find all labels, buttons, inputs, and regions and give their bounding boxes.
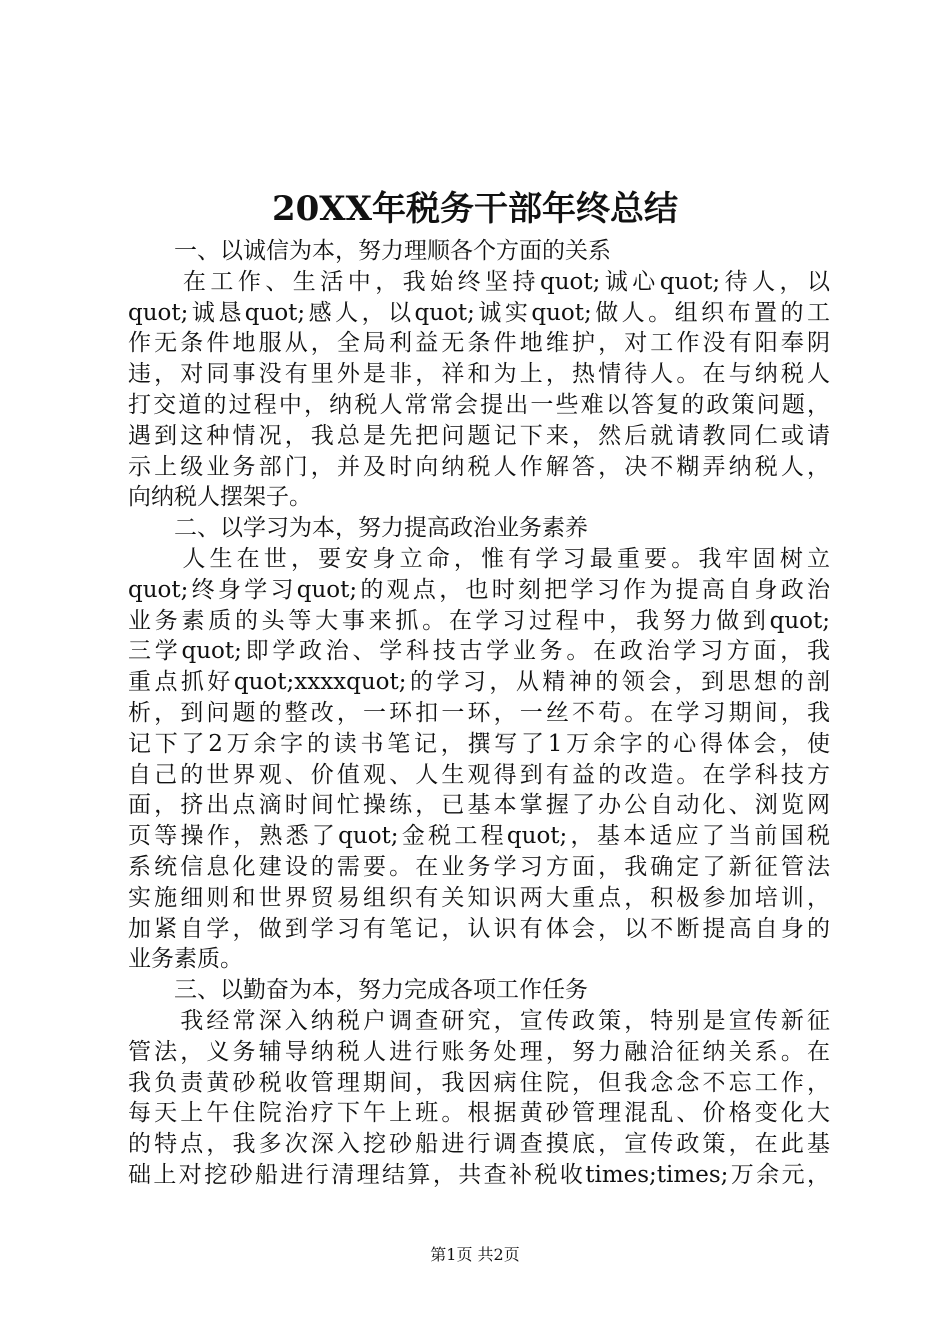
document-title: 20XX年税务干部年终总结	[271, 189, 679, 229]
text-line: 加紧自学，做到学习有笔记，认识有体会，以不断提高自身的	[128, 915, 830, 942]
text-line: 重点抓好quot;xxxxquot;的学习，从精神的领会，到思想的剖	[128, 669, 830, 696]
text-line: 自己的世界观、价值观、人生观得到有益的改造。在学科技方	[128, 761, 830, 788]
document-body	[128, 236, 830, 1191]
text-line: 违，对同事没有里外是非，祥和为上，热情待人。在与纳税人	[128, 361, 830, 388]
text-line: 三学quot;即学政治、学科技古学业务。在政治学习方面，我	[128, 638, 830, 665]
text-line: 面，挤出点滴时间忙操练，已基本掌握了办公自动化、浏览网	[128, 792, 830, 819]
text-line: 我经常深入纳税户调查研究，宣传政策，特别是宣传新征	[128, 1007, 830, 1034]
section-heading: 三、以勤奋为本，努力完成各项工作任务	[128, 977, 588, 1004]
text-line: 作无条件地服从，全局利益无条件地维护，对工作没有阳奉阴	[128, 330, 830, 357]
text-line: 系统信息化建设的需要。在业务学习方面，我确定了新征管法	[128, 853, 830, 880]
text-line: 业务素质。	[128, 946, 243, 973]
section-heading: 一、以诚信为本，努力理顺各个方面的关系	[128, 238, 611, 264]
text-line: 础上对挖砂船进行清理结算，共查补税收times;times;万余元，	[128, 1161, 830, 1188]
section-heading: 二、以学习为本，努力提高政治业务素养	[128, 515, 588, 542]
page-footer: 第1页 共2页	[430, 1245, 520, 1264]
text-line: 示上级业务部门，并及时向纳税人作解答，决不糊弄纳税人，	[128, 453, 830, 480]
text-line: 管法，义务辅导纳税人进行账务处理，努力融洽征纳关系。在	[128, 1038, 830, 1065]
text-line: 遇到这种情况，我总是先把问题记下来，然后就请教同仁或请	[128, 422, 830, 449]
text-line: 人生在世，要安身立命，惟有学习最重要。我牢固树立	[128, 545, 830, 572]
text-line: 在工作、生活中，我始终坚持quot;诚心quot;待人，以	[128, 268, 830, 295]
text-line: 向纳税人摆架子。	[128, 484, 312, 511]
text-line: 业务素质的头等大事来抓。在学习过程中，我努力做到quot;	[128, 607, 830, 634]
text-line: 打交道的过程中，纳税人常常会提出一些难以答复的政策问题，	[128, 391, 830, 418]
text-line: 我负责黄砂税收管理期间，我因病住院，但我念念不忘工作，	[128, 1069, 830, 1096]
text-line: 析，到问题的整改，一环扣一环，一丝不苟。在学习期间，我	[128, 699, 830, 726]
text-line: 页等操作，熟悉了quot;金税工程quot;，基本适应了当前国税	[128, 823, 830, 850]
text-line: 每天上午住院治疗下午上班。根据黄砂管理混乱、价格变化大	[128, 1100, 830, 1127]
text-line: 的特点，我多次深入挖砂船进行调查摸底，宣传政策，在此基	[128, 1131, 830, 1158]
text-line: quot;诚恳quot;感人，以quot;诚实quot;做人。组织布置的工	[128, 299, 830, 326]
text-line: 记下了2万余字的读书笔记，撰写了1万余字的心得体会，使	[128, 730, 830, 757]
text-line: 实施细则和世界贸易组织有关知识两大重点，积极参加培训，	[128, 884, 830, 911]
text-line: quot;终身学习quot;的观点，也时刻把学习作为提高自身政治	[128, 576, 830, 603]
